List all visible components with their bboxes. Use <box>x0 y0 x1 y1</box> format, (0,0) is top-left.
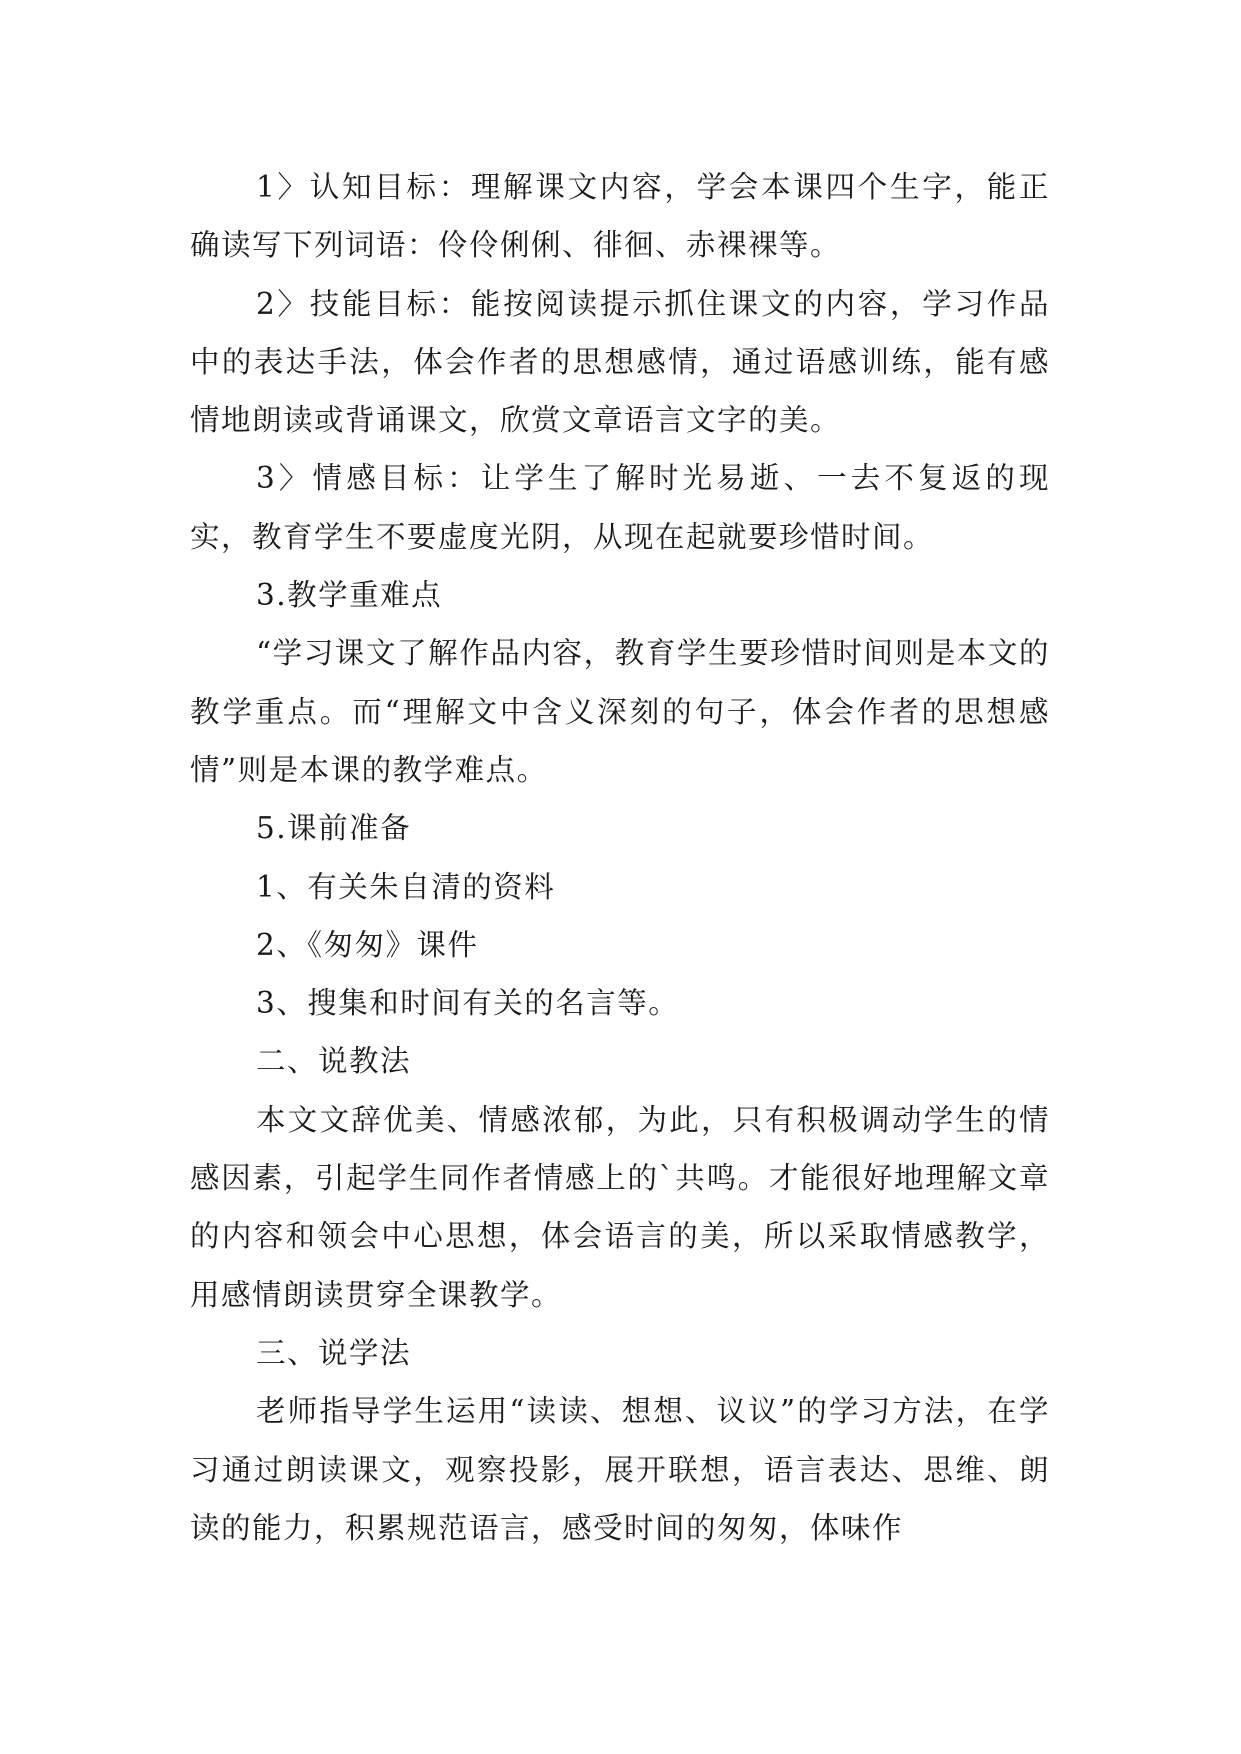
paragraph-cognitive-goal: 1〉认知目标：理解课文内容，学会本课四个生字，能正确读写下列词语：伶伶俐俐、徘徊、赤裸裸等。 <box>190 170 1050 263</box>
heading-teaching-method: 二、说教法 <box>256 1044 412 1079</box>
paragraph-emotion-goal: 3〉情感目标：让学生了解时光易逝、一去不复返的现实，教育学生不要虚度光阴，从现在起就要珍惜时间。 <box>190 461 1050 554</box>
paragraph-skill-goal: 2〉技能目标：能按阅读提示抓住课文的内容，学习作品中的表达手法，体会作者的思想感情，通过语感训练，能有感情地朗读或背诵课文，欣赏文章语言文字的美。 <box>190 286 1050 438</box>
heading-learning-method: 三、说学法 <box>256 1335 412 1370</box>
document-body <box>190 158 1050 1557</box>
heading-preparation: 5.课前准备 <box>256 811 412 846</box>
list-item-preparation-3: 3、搜集和时间有关的名言等。 <box>256 986 680 1021</box>
paragraph-learning-method: 老师指导学生运用“读读、想想、议议”的学习方法，在学习通过朗读课文，观察投影，展开联想，语言表达、思维、朗读的能力，积累规范语言，感受时间的匆匆，体味作 <box>190 1394 1050 1545</box>
heading-key-difficulties: 3.教学重难点 <box>256 578 443 613</box>
paragraph-key-difficulties: “学习课文了解作品内容，教育学生要珍惜时间则是本文的教学重点。而“理解文中含义深刻的句子，体会作者的思想感情”则是本课的教学难点。 <box>190 636 1050 787</box>
paragraph-teaching-method: 本文文辞优美、情感浓郁，为此，只有积极调动学生的情感因素，引起学生同作者情感上的`共鸣。才能很好地理解文章的内容和领会中心思想，体会语言的美，所以采取情感教学，用感情朗读贯穿全课教学。 <box>190 1102 1050 1312</box>
list-item-preparation-1: 1、有关朱自清的资料 <box>256 869 556 904</box>
list-item-preparation-2: 2、《匆匆》课件 <box>256 927 479 962</box>
